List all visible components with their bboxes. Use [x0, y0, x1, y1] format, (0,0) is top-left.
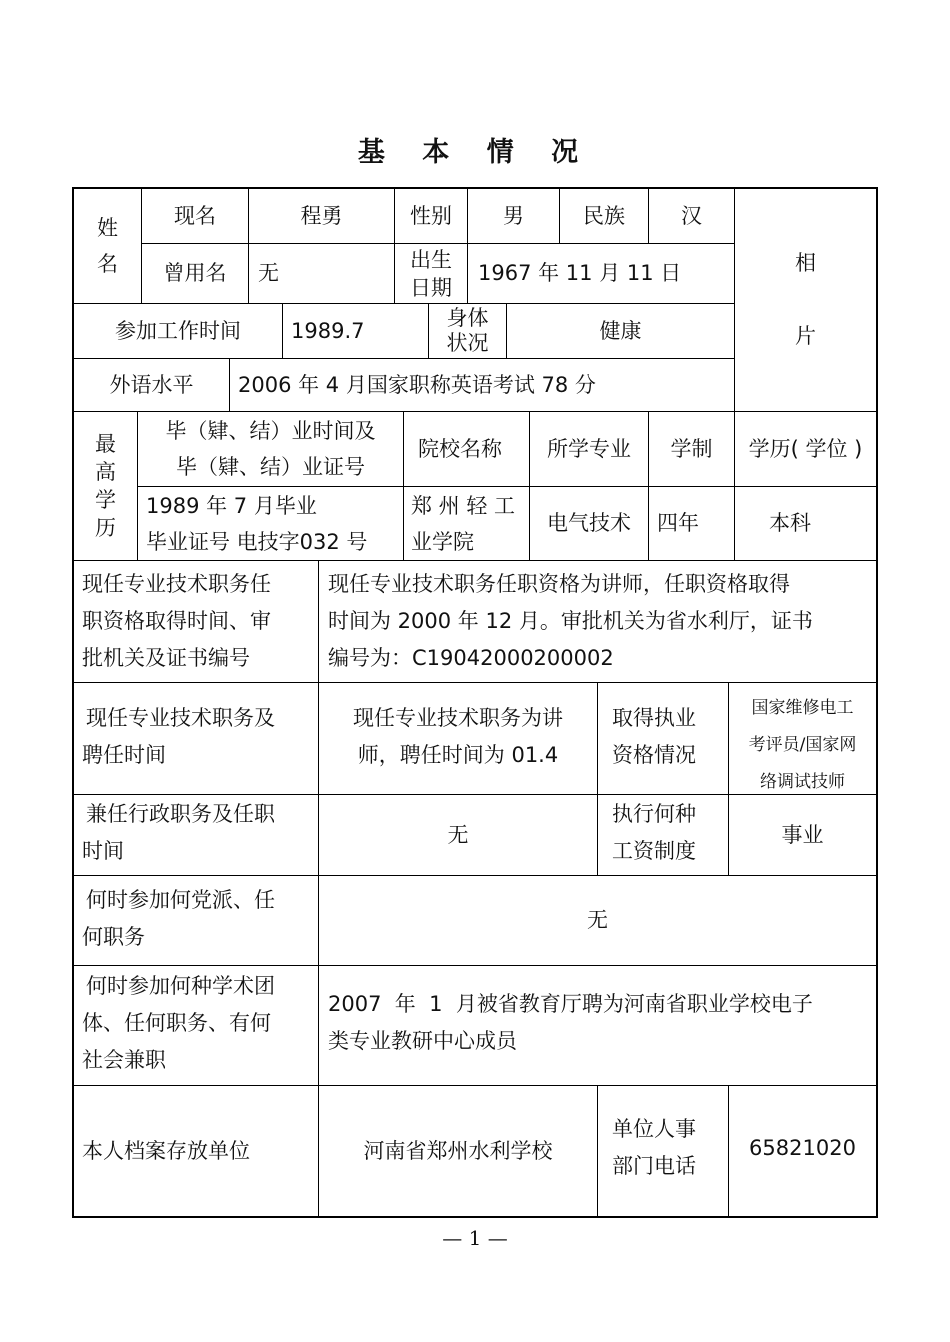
phone-label — [612, 1111, 728, 1185]
name-label-line: 名 — [97, 252, 118, 276]
name-label — [74, 189, 141, 303]
qualification-label-line: 现任专业技术职务任 — [82, 572, 271, 596]
phone-label-line: 部门电话 — [612, 1154, 696, 1178]
academic-label-line: 何时参加何种学术团 — [86, 974, 275, 998]
row-divider — [72, 560, 878, 561]
archive-value: 河南省郑州水利学校 — [363, 1138, 553, 1163]
academic-label-line: 体、任何职务、有何 — [82, 1011, 271, 1035]
admin-value: 无 — [447, 822, 469, 847]
photo-label-line: 相 — [795, 251, 816, 275]
qualification-label-line: 批机关及证书编号 — [82, 646, 250, 670]
academic-value — [328, 986, 876, 1060]
photo-placeholder — [735, 189, 876, 411]
academic-label — [82, 968, 318, 1079]
position-value-line: 现任专业技术职务为讲 — [353, 706, 563, 730]
gender-value: 男 — [503, 203, 524, 228]
graduation-value — [146, 487, 403, 560]
graduation-header — [138, 412, 403, 486]
birth-label — [395, 244, 467, 303]
col-divider — [597, 1085, 598, 1218]
party-label — [82, 882, 318, 956]
position-value-line: 师，聘任时间为 01.4 — [357, 743, 559, 767]
col-divider — [597, 682, 598, 875]
length-value: 四年 — [657, 511, 699, 535]
license-value-line: 国家维修电工 — [751, 698, 854, 718]
phone-value: 65821020 — [749, 1135, 856, 1160]
work-start-label: 参加工作时间 — [115, 318, 241, 343]
degree-value: 本科 — [769, 511, 811, 535]
health-label — [429, 304, 506, 358]
former-name-label: 曾用名 — [163, 261, 227, 285]
language-label: 外语水平 — [109, 372, 194, 397]
academic-label-line: 社会兼职 — [82, 1048, 166, 1072]
page-number: — 1 — — [442, 1226, 508, 1250]
education-label-char: 高 — [95, 460, 116, 484]
work-start-value: 1989.7 — [291, 318, 365, 343]
school-header: 院校名称 — [418, 436, 502, 461]
license-label-line: 资格情况 — [612, 743, 696, 767]
name-label-line: 姓 — [97, 216, 118, 240]
gender-label: 性别 — [410, 203, 452, 228]
party-label-line: 何职务 — [82, 925, 145, 949]
school-value — [411, 487, 529, 560]
admin-label — [82, 796, 318, 870]
archive-label: 本人档案存放单位 — [82, 1138, 250, 1163]
education-label-char: 最 — [95, 432, 116, 456]
length-header: 学制 — [670, 436, 713, 461]
birth-label-line: 出生 — [410, 247, 452, 272]
graduation-header-line: 毕（肄、结）业时间及 — [165, 419, 376, 443]
graduation-value-line: 1989 年 7 月毕业 — [146, 493, 317, 518]
health-label-line: 身体 — [446, 306, 489, 330]
col-divider — [282, 303, 283, 358]
col-divider — [229, 358, 230, 411]
table-border-right — [876, 187, 878, 1218]
qualification-label — [82, 566, 318, 677]
major-header: 所学专业 — [547, 436, 631, 461]
language-value: 2006 年 4 月国家职称英语考试 78 分 — [238, 372, 596, 397]
education-label-char: 学 — [95, 488, 116, 512]
ethnicity-label: 民族 — [583, 203, 625, 228]
academic-value-line: 2007 年 1 月被省教育厅聘为河南省职业学校电子 — [328, 992, 813, 1016]
position-label-line: 聘任时间 — [82, 743, 166, 767]
position-value — [319, 700, 597, 774]
page-title: 基 本 情 况 — [357, 137, 593, 168]
salary-label — [612, 796, 728, 870]
former-name-value: 无 — [258, 261, 279, 285]
academic-value-line: 类专业教研中心成员 — [328, 1029, 517, 1053]
license-label — [612, 700, 728, 774]
license-value-line: 考评员/国家网 — [748, 735, 857, 755]
qualification-value-line: 编号为：C19042000200002 — [328, 646, 614, 670]
salary-label-line: 执行何种 — [612, 802, 696, 826]
birth-label-line: 日期 — [410, 275, 452, 300]
school-value-line: 郑 州 轻 工 — [411, 493, 516, 518]
row-divider — [72, 965, 878, 966]
qualification-value-line: 时间为 2000 年 12 月。审批机关为省水利厅，证书 — [328, 609, 813, 633]
current-name-label: 现名 — [174, 203, 216, 228]
admin-label-line: 兼任行政职务及任职 — [86, 802, 275, 826]
salary-label-line: 工资制度 — [612, 839, 696, 863]
qualification-label-line: 职资格取得时间、审 — [82, 609, 271, 633]
ethnicity-value: 汉 — [681, 203, 702, 228]
education-label — [74, 412, 137, 560]
school-value-line: 业学院 — [411, 529, 474, 554]
health-label-line: 状况 — [446, 331, 489, 355]
phone-label-line: 单位人事 — [612, 1117, 696, 1141]
health-value: 健康 — [599, 318, 642, 343]
salary-value: 事业 — [781, 822, 824, 847]
license-value — [729, 690, 876, 801]
position-label — [82, 700, 318, 774]
position-label-line: 现任专业技术职务及 — [86, 706, 275, 730]
qualification-value-line: 现任专业技术职务任职资格为讲师，任职资格取得 — [328, 572, 790, 596]
graduation-header-line: 毕（肄、结）业证号 — [176, 455, 365, 479]
license-value-line: 络调试技师 — [760, 772, 845, 792]
admin-label-line: 时间 — [82, 839, 124, 863]
education-label-char: 历 — [95, 516, 116, 540]
degree-header: 学历( 学位 ) — [748, 436, 863, 461]
major-value: 电气技术 — [547, 511, 631, 535]
qualification-value — [328, 566, 876, 677]
row-divider — [72, 682, 878, 683]
photo-label-line: 片 — [795, 324, 816, 348]
graduation-value-line: 毕业证号 电技字032 号 — [146, 529, 368, 554]
current-name-value: 程勇 — [300, 203, 343, 228]
birth-value: 1967 年 11 月 11 日 — [478, 261, 682, 285]
party-label-line: 何时参加何党派、任 — [86, 888, 275, 912]
table-border-bottom — [72, 1216, 878, 1218]
party-value: 无 — [587, 908, 608, 932]
license-label-line: 取得执业 — [612, 706, 696, 730]
